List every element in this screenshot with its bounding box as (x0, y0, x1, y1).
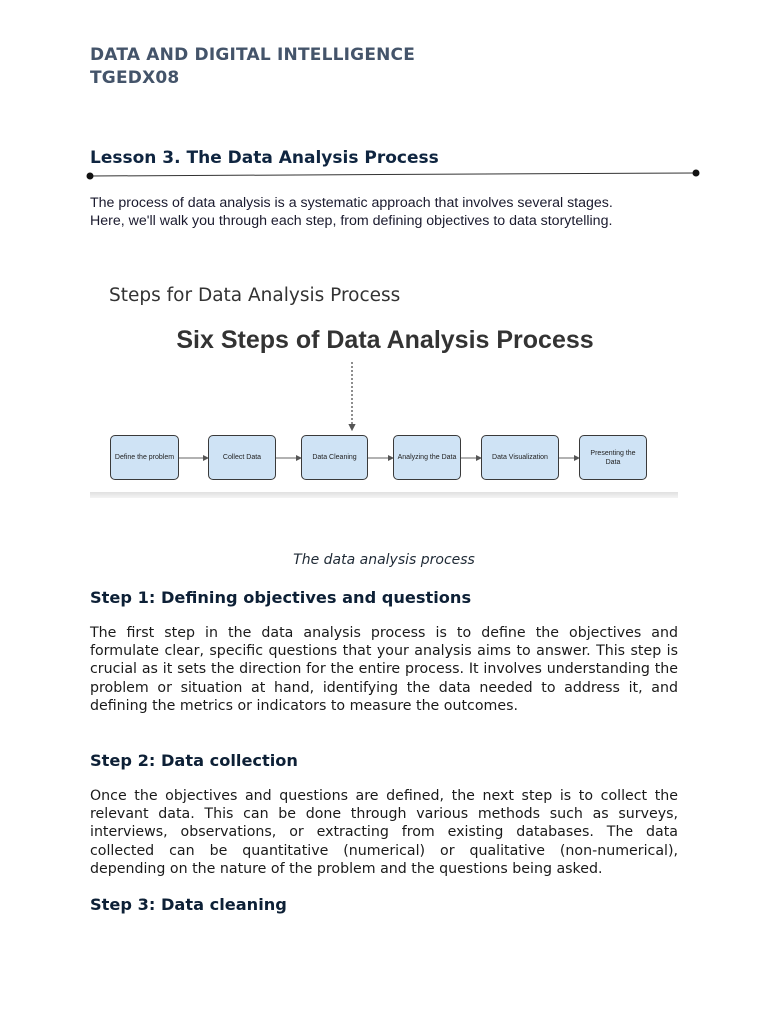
figure-title: Six Steps of Data Analysis Process (176, 326, 594, 354)
step-box-data-cleaning: Data Cleaning (301, 435, 368, 480)
course-header (90, 44, 415, 90)
step-2-body: Once the objectives and questions are defined, the next step is to collect the relevant data. This can be done through various methods such as surveys, interviews, observations, or extracting from existing databases. The data collected can be quantitative (numerical) or qualitative (non-numerical), depending on the nature of the problem and the questions being asked. (90, 788, 678, 877)
figure-subtitle: Steps for Data Analysis Process (109, 285, 401, 306)
process-figure (90, 276, 678, 500)
step-1-heading: Step 1: Defining objectives and questions (90, 588, 472, 607)
step-box-data-visualization: Data Visualization (481, 435, 559, 480)
step-box-collect-data: Collect Data (208, 435, 276, 480)
course-name: DATA AND DIGITAL INTELLIGENCE (90, 45, 416, 65)
figure-caption: The data analysis process (293, 552, 475, 568)
lesson-title: Lesson 3. The Data Analysis Process (90, 148, 439, 168)
intro-line-1: The process of data analysis is a systematic approach that involves several stages. (90, 195, 613, 211)
course-code: TGEDX08 (90, 68, 180, 88)
step-box-define-problem: Define the problem (110, 435, 179, 480)
step-3-heading: Step 3: Data cleaning (90, 895, 287, 914)
step-1-body: The first step in the data analysis process is to define the objectives and formulate clear, specific questions that your analysis aims to answer. This step is crucial as it sets the direction for the entire process. It involves understanding the problem or situation at hand, identifying the data needed to address it, and defining the metrics or indicators to measure the outcomes. (90, 625, 678, 714)
step-box-presenting-data: Presenting the Data (579, 435, 647, 480)
title-divider (86, 168, 700, 182)
intro-line-2: Here, we'll walk you through each step, from defining objectives to data storytelling. (90, 213, 613, 229)
step-2-heading: Step 2: Data collection (90, 751, 298, 770)
lesson-intro (90, 194, 680, 230)
step-box-analyzing-data: Analyzing the Data (393, 435, 461, 480)
figure-bottom-edge (90, 492, 678, 498)
